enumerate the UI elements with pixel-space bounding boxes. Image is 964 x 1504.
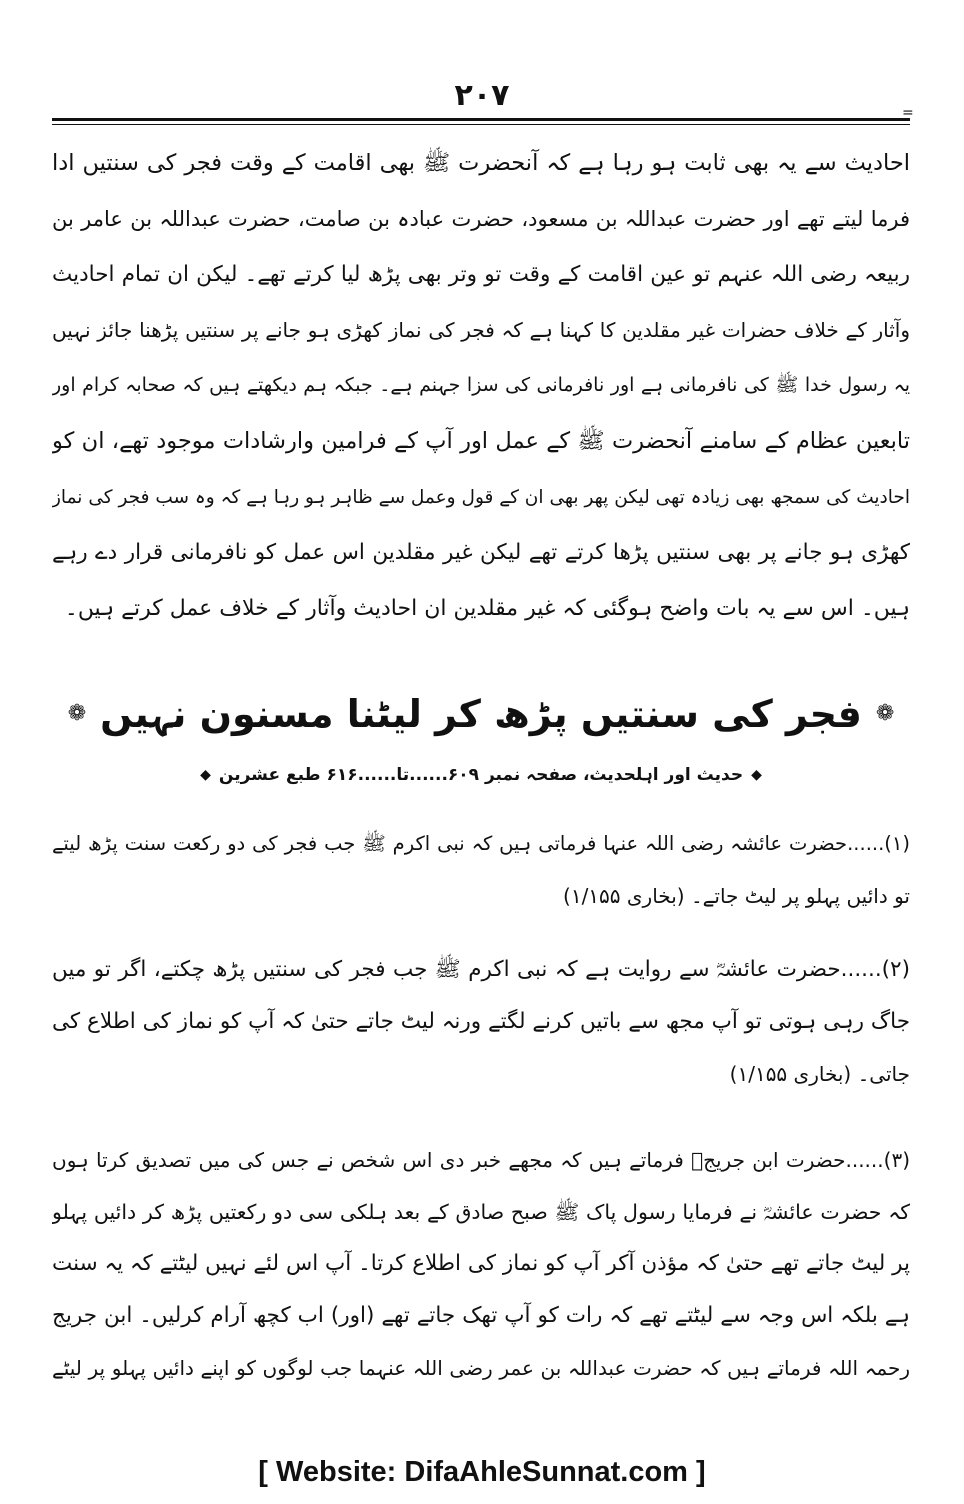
- hadith-3: [52, 1134, 910, 1394]
- text-line: تو دائیں پہلو پر لیٹ جاتے۔ (بخاری ۱/۱۵۵): [563, 884, 910, 908]
- text-line: جاگ رہی ہوتی تو آپ مجھ سے باتیں کرنے لگتے ورنہ لیٹ جاتے حتیٰ کہ آپ کو نماز کی اطلاع کی: [52, 1009, 910, 1034]
- diamond-right-icon: ◆: [751, 767, 762, 783]
- text-line: جاتی۔ (بخاری ۱/۱۵۵): [729, 1062, 910, 1086]
- hadith-1: [52, 818, 910, 922]
- text-line: تابعین عظام کے سامنے آنحضرت ﷺ کے عمل اور آپ کے فرامین وارشادات موجود تھے، ان کو: [52, 427, 910, 454]
- header-rule: [52, 118, 910, 121]
- text-line: پر لیٹ جاتے تھے حتیٰ کہ مؤذن آکر آپ کو نماز کی اطلاع کرتا۔ آپ اس لئے نہیں لیٹتے کہ یہ سنت: [52, 1251, 910, 1276]
- page-number: ۲۰۷: [454, 78, 510, 113]
- section-heading: [52, 684, 910, 744]
- corner-mark-icon: =: [902, 105, 914, 121]
- text-line: (۳)......حضرت ابن جریجؒ فرماتے ہیں کہ مجھے خبر دی اس شخص نے جس کی میں تصدیق کرتا ہوں: [52, 1148, 910, 1172]
- text-line: رحمہ اللہ فرماتے ہیں کہ حضرت عبداللہ بن عمر رضی اللہ عنہما جب لوگوں کو اپنے دائیں پہلو پر لیٹے: [52, 1356, 910, 1380]
- text-line: فرما لیتے تھے اور حضرت عبداللہ بن مسعود، حضرت عبادہ بن صامت، حضرت عبداللہ بن عامر بن: [52, 206, 910, 231]
- section-heading-text: فجر کی سنتیں پڑھ کر لیٹنا مسنون نہیں: [100, 692, 862, 736]
- text-line: ہیں۔ اس سے یہ بات واضح ہوگئی کہ غیر مقلدین ان احادیث وآثار کے خلاف عمل کرتے ہیں۔: [64, 595, 910, 621]
- header-rule-thin: [52, 124, 910, 125]
- text-line: ہے بلکہ اس وجہ سے لیٹتے تھے کہ رات کو آپ تھک جاتے تھے (اور) اب کچھ آرام کرلیں۔ ابن جریج: [52, 1303, 910, 1328]
- flourish-right-icon: ❁: [875, 701, 895, 726]
- diamond-left-icon: ◆: [200, 767, 211, 783]
- text-line: کھڑی ہو جانے پر بھی سنتیں پڑھا کرتے تھے لیکن غیر مقلدین اس عمل کو نافرمانی قرار دے رہے: [52, 540, 910, 566]
- reference-text: حدیث اور اہلحدیث، صفحہ نمبر ۶۰۹......تا......۶۱۶ طبع عشرین: [218, 765, 744, 785]
- intro-paragraph: [52, 136, 910, 636]
- text-line: احادیث سے یہ بھی ثابت ہو رہا ہے کہ آنحضرت ﷺ بھی اقامت کے وقت فجر کی سنتیں ادا: [52, 150, 910, 176]
- text-line: ربیعہ رضی اللہ عنہم تو عین اقامت کے وقت تو وتر بھی پڑھ لیا کرتے تھے۔ لیکن ان تمام احادیث: [52, 262, 910, 288]
- flourish-left-icon: ❁: [67, 701, 87, 726]
- text-line: وآثار کے خلاف حضرات غیر مقلدین کا کہنا ہے کہ فجر کی نماز کھڑی ہو جانے پر سنتیں پڑھنا جائز نہیں: [52, 317, 910, 342]
- text-line: (۲)......حضرت عائشہؓ سے روایت ہے کہ نبی اکرم ﷺ جب فجر کی سنتیں پڑھ چکتے، اگر تو میں: [52, 957, 910, 982]
- text-line: یہ رسول خدا ﷺ کی نافرمانی ہے اور نافرمانی کی سزا جہنم ہے۔ جبکہ ہم دیکھتے ہیں کہ صحابہ کرام اور: [52, 374, 910, 397]
- hadith-2: [52, 944, 910, 1100]
- website-label: [ Website: DifaAhleSunnat.com ]: [258, 1456, 706, 1488]
- text-line: (۱)......حضرت عائشہ رضی اللہ عنہا فرماتی ہیں کہ نبی اکرم ﷺ جب فجر کی دو رکعت سنت پڑھ لیتے: [52, 832, 910, 855]
- text-line: احادیث کی سمجھ بھی زیادہ تھی لیکن پھر بھی ان کے قول وعمل سے ظاہر ہو رہا ہے کہ وہ سب فجر کی نماز: [52, 486, 910, 508]
- text-line: کہ حضرت عائشہؓ نے فرمایا رسول پاک ﷺ صبح صادق کے بعد ہلکی سی دو رکعتیں پڑھ کر دائیں پہلو: [52, 1200, 910, 1224]
- reference-line: [52, 758, 910, 792]
